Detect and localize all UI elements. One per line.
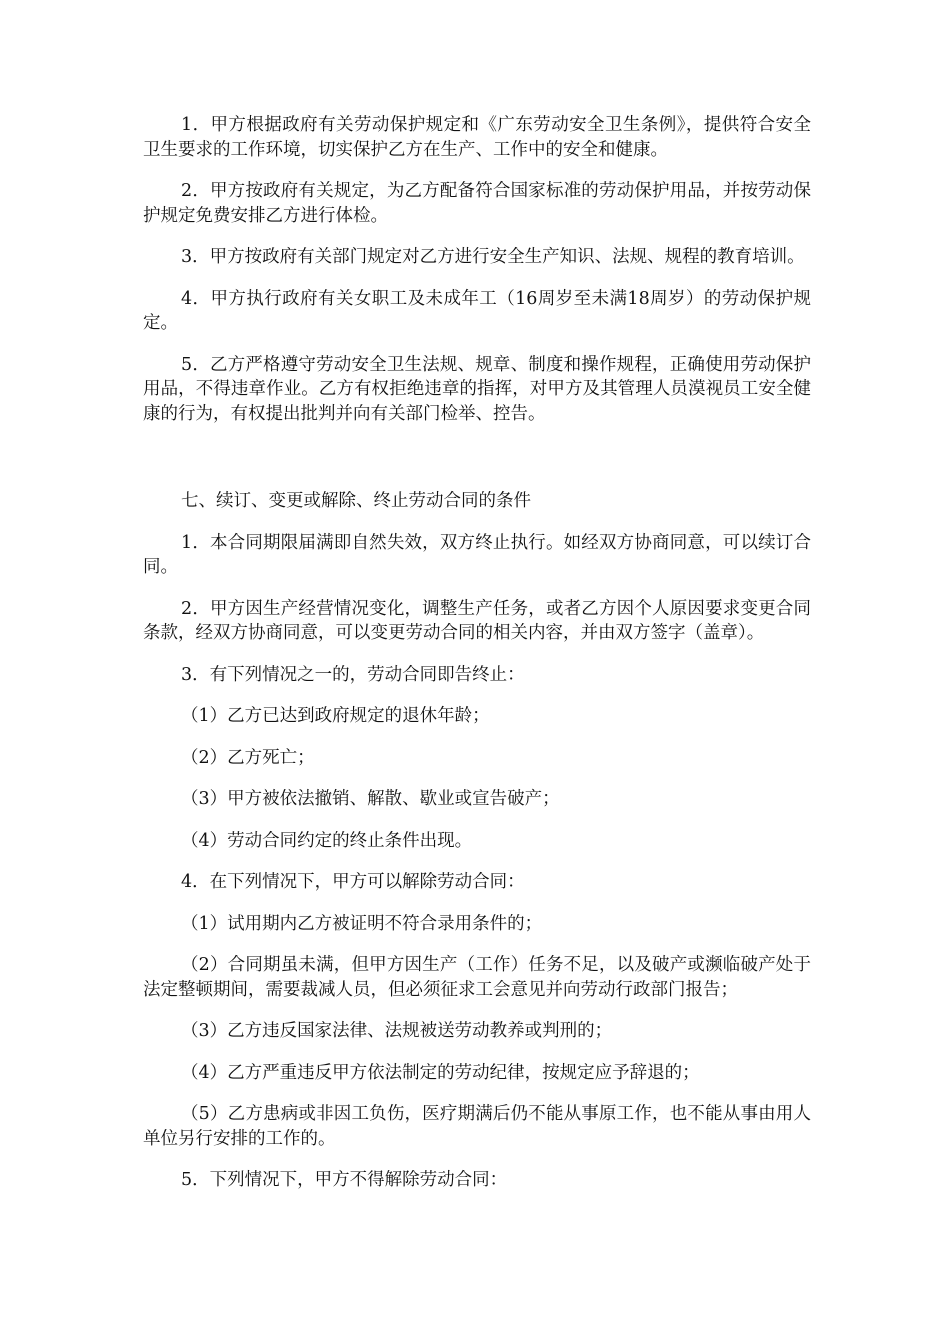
clause-paragraph: 4．甲方执行政府有关女职工及未成年工（16周岁至未满18周岁）的劳动保护规定。 — [143, 288, 811, 333]
clause-paragraph: 3．甲方按政府有关部门规定对乙方进行安全生产知识、法规、规程的教育培训。 — [181, 247, 805, 267]
clause-paragraph: 5．乙方严格遵守劳动安全卫生法规、规章、制度和操作规程，正确使用劳动保护用品，不得违章作业。乙方有权拒绝违章的指挥，对甲方及其管理人员漠视员工安全健康的行为，有权提出批判并向有关部门检举、控告。 — [143, 354, 811, 424]
sub-clause-paragraph: （4）乙方严重违反甲方依法制定的劳动纪律，按规定应予辞退的； — [181, 1062, 700, 1083]
sub-clause-paragraph: （2）合同期虽未满，但甲方因生产（工作）任务不足，以及破产或濒临破产处于法定整顿期间，需要裁减人员，但必须征求工会意见并向劳动行政部门报告； — [143, 955, 811, 1000]
clause-paragraph: 2．甲方因生产经营情况变化，调整生产任务，或者乙方因个人原因要求变更合同条款，经双方协商同意，可以变更劳动合同的相关内容，并由双方签字（盖章）。 — [143, 598, 811, 643]
sub-clause-paragraph: （1）试用期内乙方被证明不符合录用条件的； — [181, 913, 543, 934]
sub-clause-paragraph: （3）乙方违反国家法律、法规被送劳动教养或判刑的； — [181, 1021, 613, 1041]
clause-paragraph: 5．下列情况下，甲方不得解除劳动合同： — [181, 1170, 508, 1190]
section-spacer — [143, 443, 811, 489]
clause-paragraph: 3．有下列情况之一的，劳动合同即告终止： — [181, 664, 525, 685]
sub-clause-paragraph: （3）甲方被依法撤销、解散、歇业或宣告破产； — [181, 789, 560, 809]
sub-clause-paragraph: （5）乙方患病或非因工负伤，医疗期满后仍不能从事原工作，也不能从事由用人单位另行安排的工作的。 — [143, 1104, 811, 1149]
sub-clause-paragraph: （4）劳动合同约定的终止条件出现。 — [181, 830, 473, 851]
sub-clause-paragraph: （1）乙方已达到政府规定的退休年龄； — [181, 706, 490, 726]
clause-paragraph: 1．甲方根据政府有关劳动保护规定和《广东劳动安全卫生条例》，提供符合安全卫生要求的工作环境，切实保护乙方在生产、工作中的安全和健康。 — [143, 115, 811, 160]
clause-paragraph: 2．甲方按政府有关规定，为乙方配备符合国家标准的劳动保护用品，并按劳动保护规定免费安排乙方进行体检。 — [143, 181, 811, 226]
sub-clause-paragraph: （2）乙方死亡； — [181, 747, 315, 768]
clause-paragraph: 4．在下列情况下，甲方可以解除劳动合同： — [181, 872, 525, 892]
section-heading: 七、续订、变更或解除、终止劳动合同的条件 — [181, 491, 531, 511]
clause-paragraph: 1．本合同期限届满即自然失效，双方终止执行。如经双方协商同意，可以续订合同。 — [143, 532, 811, 577]
document-body — [143, 113, 811, 1210]
